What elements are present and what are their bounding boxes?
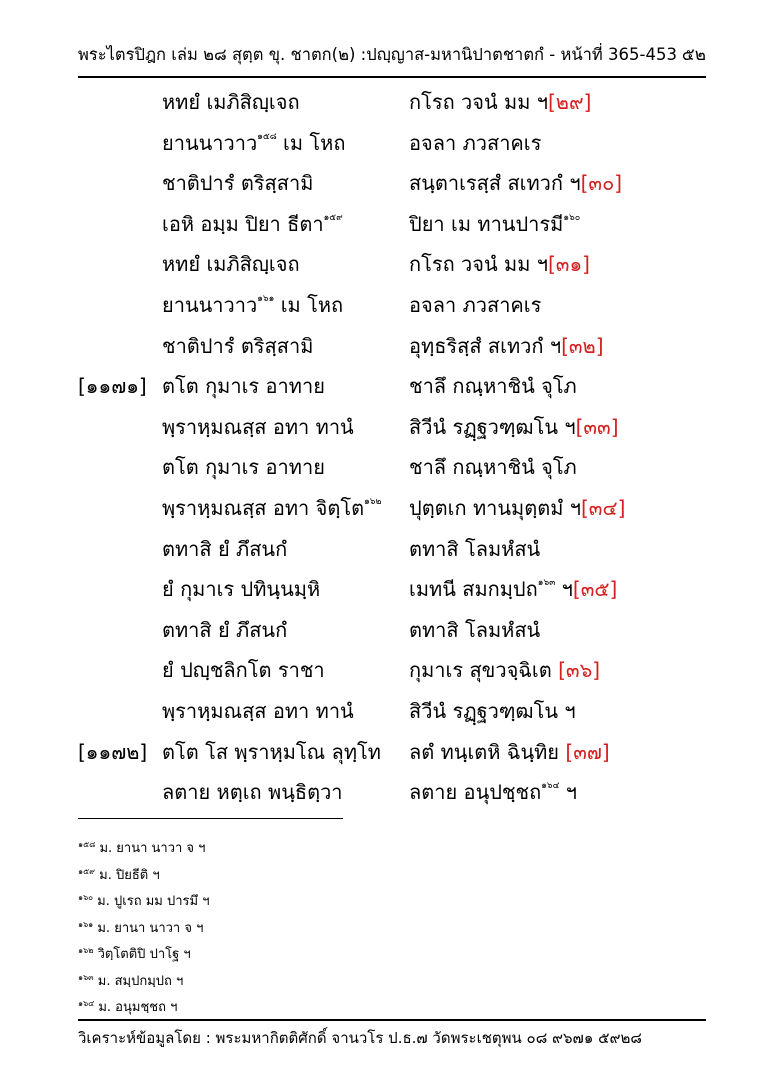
verse-reference: [๓๑] xyxy=(548,252,590,277)
verse-text: เม โหถ xyxy=(276,130,346,155)
footnote-marker: ๑๖๑ xyxy=(257,293,275,304)
footnote-marker: ๑๖๔ xyxy=(541,781,560,792)
verse-reference: [๓๓] xyxy=(575,414,619,439)
verse-second-half xyxy=(409,447,577,487)
verse-text: ฯ xyxy=(555,577,573,602)
verse-first-half xyxy=(162,691,354,731)
verse-row xyxy=(0,610,770,651)
verse-first-half xyxy=(162,488,381,528)
verse-second-half xyxy=(409,691,576,731)
verse-text: ตโต กุมาเร อาทาย xyxy=(162,374,325,399)
verse-second-half xyxy=(409,732,610,772)
verse-second-half xyxy=(409,407,619,447)
verse-first-half xyxy=(162,366,325,406)
verse-row xyxy=(0,82,770,123)
verse-row xyxy=(0,732,770,773)
verse-text: กโรถ วจนํ มม ฯ xyxy=(409,252,548,277)
verse-text: ลตาย หตฺเถ พนฺธิตฺวา xyxy=(162,780,343,805)
verse-first-half xyxy=(162,244,300,284)
verse-text: ปุตฺตเก ทานมุตฺตมํ ฯ xyxy=(409,495,581,520)
verse-text: ลตาย อนุปชฺชถ xyxy=(409,780,542,805)
verse-row xyxy=(0,366,770,407)
verse-text: อจลา ภวสาคเร xyxy=(409,130,542,155)
verse-text: ชาติปารํ ตริสฺสามิ xyxy=(162,171,314,196)
footnote-marker: ๑๕๘ xyxy=(78,840,96,849)
verse-text: ชาลึ กณฺหาชินํ จุโภ xyxy=(409,455,577,480)
verse-text: หทยํ เมภิสิญฺเจถ xyxy=(162,90,300,114)
footnote-marker: ๑๖๓ xyxy=(78,972,94,982)
footnote-text: วิตฺโตติปิ ปาโฐ ฯ xyxy=(93,947,191,962)
verse-text: ชาลึ กณฺหาชินํ จุโภ xyxy=(409,374,577,399)
footnote-marker: ๑๖๓ xyxy=(537,578,556,589)
verse-text: พฺราหฺมณสฺส อทา ทานํ xyxy=(162,414,354,439)
verse-text: ยานนาวาว xyxy=(162,130,258,155)
verse-second-half xyxy=(409,610,540,650)
verse-second-half xyxy=(409,82,591,122)
verse-second-half xyxy=(409,569,617,609)
footnote-marker: ๑๖๑ xyxy=(78,919,94,929)
verse-row xyxy=(0,407,770,448)
verse-first-half xyxy=(162,772,343,812)
footnote-text: ม. ปิยธีติ ฯ xyxy=(95,867,160,883)
verse-reference: [๓๒] xyxy=(561,333,604,358)
verse-second-half xyxy=(409,650,600,690)
verse-text: ลตํ ทนฺเตหิ ฉินฺทิย xyxy=(409,739,566,764)
verse-row xyxy=(0,123,770,164)
verse-text: สนฺตาเรสฺสํ สเทวกํ ฯ xyxy=(409,171,581,196)
verse-text: ยํ ปญฺชลิกโต ราชา xyxy=(162,658,325,683)
verse-row xyxy=(0,772,770,813)
verse-text: ยํ กุมาเร ปทินฺนมฺหิ xyxy=(162,577,321,602)
verse-text: สิวีนํ รฏฺฐวฑฺฒโน ฯ xyxy=(409,698,576,723)
verse-first-half xyxy=(162,610,287,650)
footnote-item xyxy=(78,889,210,916)
verse-text: พฺราหฺมณสฺส อทา ทานํ xyxy=(162,698,354,723)
footnote-marker: ๑๕๙ xyxy=(323,212,343,223)
verse-text: เอหิ อมฺม ปิยา ธีตา xyxy=(162,211,324,236)
verse-text: ฯ xyxy=(559,780,578,805)
verse-second-half xyxy=(409,204,580,244)
verse-first-half xyxy=(162,447,325,487)
verse-text: ชาติปารํ ตริสฺสามิ xyxy=(162,333,314,358)
verse-text: ตทาสิ โลมหํสนํ xyxy=(409,617,541,642)
verse-first-half xyxy=(162,407,354,447)
verse-reference: [๒๙] xyxy=(548,90,592,114)
verse-row xyxy=(0,285,770,326)
verse-second-half xyxy=(409,529,540,569)
verse-text: ตทาสิ ยํ ภึสนกํ xyxy=(162,617,288,642)
verse-row xyxy=(0,244,770,285)
verse-text: พฺราหฺมณสฺส อทา จิตฺโต xyxy=(162,495,365,520)
footnote-marker: ๑๖๐ xyxy=(78,893,94,902)
verse-first-half xyxy=(162,529,287,569)
verse-first-half xyxy=(162,285,343,325)
verse-second-half xyxy=(409,488,625,528)
verse-first-half xyxy=(162,204,343,244)
footnote-marker: ๑๖๔ xyxy=(78,999,95,1008)
footnote-item xyxy=(78,916,210,943)
verse-reference: [๓๔] xyxy=(581,495,626,520)
footnote-divider xyxy=(78,818,343,819)
footnote-text: ม. ยานา นาวา จ ฯ xyxy=(95,841,206,856)
verse-second-half xyxy=(409,163,622,203)
page-footer xyxy=(78,1019,706,1055)
verse-text: ปิยา เม ทานปารมี xyxy=(409,211,564,236)
verse-text: อุทฺธริสฺสํ สเทวกํ ฯ xyxy=(409,333,562,358)
verse-row xyxy=(0,529,770,570)
footnote-marker: ๑๖๒ xyxy=(78,946,94,955)
verse-text: เม โหถ xyxy=(274,292,344,317)
verse-text: ตโต โส พฺราหฺมโณ ลุทฺโท xyxy=(162,739,381,764)
verse-first-half xyxy=(162,163,313,203)
verse-number: [๑๑๗๑] xyxy=(78,374,147,399)
verse-row xyxy=(0,569,770,610)
verse-text: ตทาสิ ยํ ภึสนกํ xyxy=(162,536,288,561)
header-title: พระไตรปิฎก เล่ม ๒๘ สุตฺต ขุ. ชาตก(๒) :ปญฺญาส-มหานิปาตชาตกํ - หน้าที่ 365-453 xyxy=(78,45,677,64)
verse-row xyxy=(0,447,770,488)
verse-text: สิวีนํ รฏฺฐวฑฺฒโน ฯ xyxy=(409,414,576,439)
footnote-item xyxy=(78,863,210,890)
footnote-item xyxy=(78,995,210,1022)
footnote-list xyxy=(78,836,210,1022)
verse-text: ตโต กุมาเร อาทาย xyxy=(162,455,325,480)
footnote-marker: ๑๖๒ xyxy=(364,496,382,507)
verse-text: ตทาสิ โลมหํสนํ xyxy=(409,536,541,561)
verse-first-half xyxy=(162,82,300,122)
verse-first-half xyxy=(162,732,381,772)
verse-text: ยานนาวาว xyxy=(162,292,258,317)
page-number: ๕๒ xyxy=(681,45,706,65)
verse-first-half xyxy=(162,569,320,609)
verse-text: เมทนี สมกมฺปถ xyxy=(409,577,538,602)
verse-row xyxy=(0,691,770,732)
footnote-marker: ๑๕๙ xyxy=(78,866,95,876)
verse-second-half xyxy=(409,772,577,812)
verse-first-half xyxy=(162,123,345,163)
verse-first-half xyxy=(162,650,325,690)
verse-row xyxy=(0,204,770,245)
footnote-text: ม. ยานา นาวา จ ฯ xyxy=(93,920,204,936)
footnote-item xyxy=(78,969,210,996)
footer-text: วิเคราะห์ข้อมูลโดย : พระมหากิตติศักดิ์ จานวโร ป.ธ.๗ วัดพระเชตุพน ๐๘ ๙๖๗๑ ๕๙๒๘ xyxy=(78,1029,642,1047)
verse-text: หทยํ เมภิสิญฺเจถ xyxy=(162,252,300,277)
footnote-marker: ๑๖๐ xyxy=(563,212,581,223)
verse-reference: [๓๗] xyxy=(565,739,610,764)
verse-reference: [๓๐] xyxy=(580,171,623,196)
verse-row xyxy=(0,163,770,204)
verse-text: กโรถ วจนํ มม ฯ xyxy=(409,90,548,114)
verse-first-half xyxy=(162,326,313,366)
verse-number: [๑๑๗๒] xyxy=(78,739,148,764)
verse-second-half xyxy=(409,244,590,284)
footnote-text: ม. ปูเรถ มม ปารมึ ฯ xyxy=(93,894,210,909)
verse-row xyxy=(0,650,770,691)
verse-reference: [๓๕] xyxy=(572,577,618,602)
verse-row xyxy=(0,488,770,529)
verse-second-half xyxy=(409,123,541,163)
verse-text: กุมาเร สุขวจฺฉิเต xyxy=(409,658,559,683)
verse-row xyxy=(0,326,770,367)
verse-second-half xyxy=(409,326,604,366)
footnote-item xyxy=(78,942,210,969)
footnote-text: ม. สมฺปกมฺปถ ฯ xyxy=(93,973,184,989)
verse-second-half xyxy=(409,366,577,406)
footnote-item xyxy=(78,836,210,863)
footnote-text: ม. อนุมชฺชถ ฯ xyxy=(94,1000,178,1015)
verse-second-half xyxy=(409,285,541,325)
page-header xyxy=(78,38,706,78)
verse-list xyxy=(0,82,770,813)
verse-text: อจลา ภวสาคเร xyxy=(409,292,542,317)
footnote-marker: ๑๕๘ xyxy=(257,131,277,142)
verse-reference: [๓๖] xyxy=(558,658,601,683)
